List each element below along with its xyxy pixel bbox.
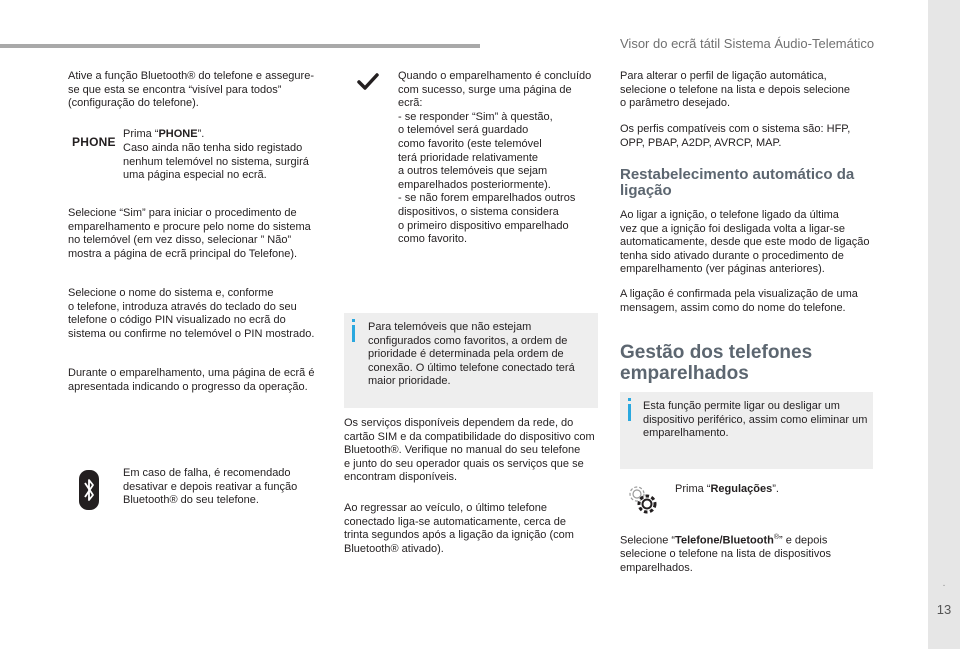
col1-paragraph-2: Selecione “Sim” para iniciar o procedimento de emparelhamento e procure pelo nome do sistema no telemóvel (em vez disso, selecionar ” Não” mostra a página de ecrã principal do Telefone).	[68, 207, 311, 260]
bluetooth-icon	[79, 470, 99, 510]
col3-paragraph-3: Ao ligar a ignição, o telefone ligado da última vez que a ignição foi desligada volta a ligar-se automaticamente, desde que este modo de ligação tenha sido ativado durante o procedimento de emparelhamento (ver páginas anteriores).	[620, 209, 870, 276]
header-rule	[0, 44, 480, 48]
col3-info-note-text: Esta função permite ligar ou desligar um dispositivo periférico, assim como eliminar um emparelhamento.	[643, 400, 868, 440]
col3-last-paragraph: Selecione “Telefone/Bluetooth®” e depois selecione o telefone na lista de dispositivos emparelhados.	[620, 534, 831, 574]
col3-paragraph-4: A ligação é confirmada pela visualização de uma mensagem, assim como do nome do telefone.	[620, 288, 858, 314]
col1-phone-details: Caso ainda não tenha sido registado nenhum telemóvel no sistema, surgirá uma página especial no ecrã.	[123, 142, 309, 182]
col1-bluetooth-note: Em caso de falha, é recomendado desativar e depois reativar a função Bluetooth® do seu telefone.	[123, 467, 298, 507]
col1-phone-instruction: Prima “PHONE”.	[123, 128, 205, 140]
col3-paragraph-1: Para alterar o perfil de ligação automática, selecione o telefone na lista e depois selecione o parâmetro desejado.	[620, 70, 850, 110]
phone-keyword: PHONE	[158, 128, 198, 140]
info-icon	[628, 404, 631, 421]
col2-info-note	[344, 313, 598, 408]
col3-settings-instruction: Prima “Regulações”.	[675, 483, 779, 495]
col2-paragraph-2: Ao regressar ao veículo, o último telefone conectado liga-se automaticamente, cerca de trinta segundos após a ligação da ignição (com Bluetooth® ativado).	[344, 502, 574, 555]
settings-keyword: Regulações	[710, 483, 773, 495]
page-header-title: Visor do ecrã tátil Sistema Áudio-Telemático	[620, 36, 875, 51]
col3-paragraph-2: Os perfis compatíveis com o sistema são: HFP, OPP, PBAP, A2DP, AVRCP, MAP.	[620, 123, 851, 149]
col2-info-note-text: Para telemóveis que não estejam configurados como favoritos, a ordem de prioridade é determinada pela ordem de conexão. O último telefone conectado terá maior prioridade.	[368, 321, 575, 388]
telefone-bluetooth-keyword: Telefone/Bluetooth	[675, 534, 774, 547]
col1-paragraph-3: Selecione o nome do sistema e, conforme o telefone, introduza através do teclado do seu telefone o código PIN visualizado no ecrã do sistema ou confirme no telemóvel o PIN mostrado.	[68, 287, 315, 340]
checkmark-icon	[357, 73, 379, 91]
phone-button-label: PHONE	[72, 135, 116, 149]
col1-paragraph-4: Durante o emparelhamento, uma página de ecrã é apresentada indicando o progresso da operação.	[68, 367, 315, 393]
col1-intro-paragraph: Ative a função Bluetooth® do telefone e assegure- se que esta se encontra “visível para todos” (configuração do telefone).	[68, 70, 314, 110]
settings-gear-icon	[626, 483, 660, 517]
sidebar-marker: .	[942, 578, 946, 589]
col2-pairing-success-text: Quando o emparelhamento é concluído com sucesso, surge uma página de ecrã: - se responder “Sim” à questão, o telemóvel será guardado como favorito (este telemóvel terá prioridade relativamente a outros telemóveis que sejam emparelhados posteriormente). - se não forem emparelhados outros dispositivos, o sistema considera o primeiro dispositivo emparelhado como favorito.	[398, 70, 592, 246]
page-number: 13	[936, 602, 952, 617]
col3-info-note	[620, 392, 873, 469]
col2-paragraph-1: Os serviços disponíveis dependem da rede, do cartão SIM e da compatibilidade do dispositivo com Bluetooth®. Verifique no manual do seu telefone e junto do seu operador quais os serviços que se encontram disponíveis.	[344, 417, 595, 484]
section-heading-auto-reconnect: Restabelecimento automático da ligação	[620, 166, 855, 199]
info-icon	[352, 325, 355, 342]
page-sidebar	[928, 0, 960, 649]
section-heading-paired-phones: Gestão dos telefones emparelhados	[620, 342, 813, 384]
